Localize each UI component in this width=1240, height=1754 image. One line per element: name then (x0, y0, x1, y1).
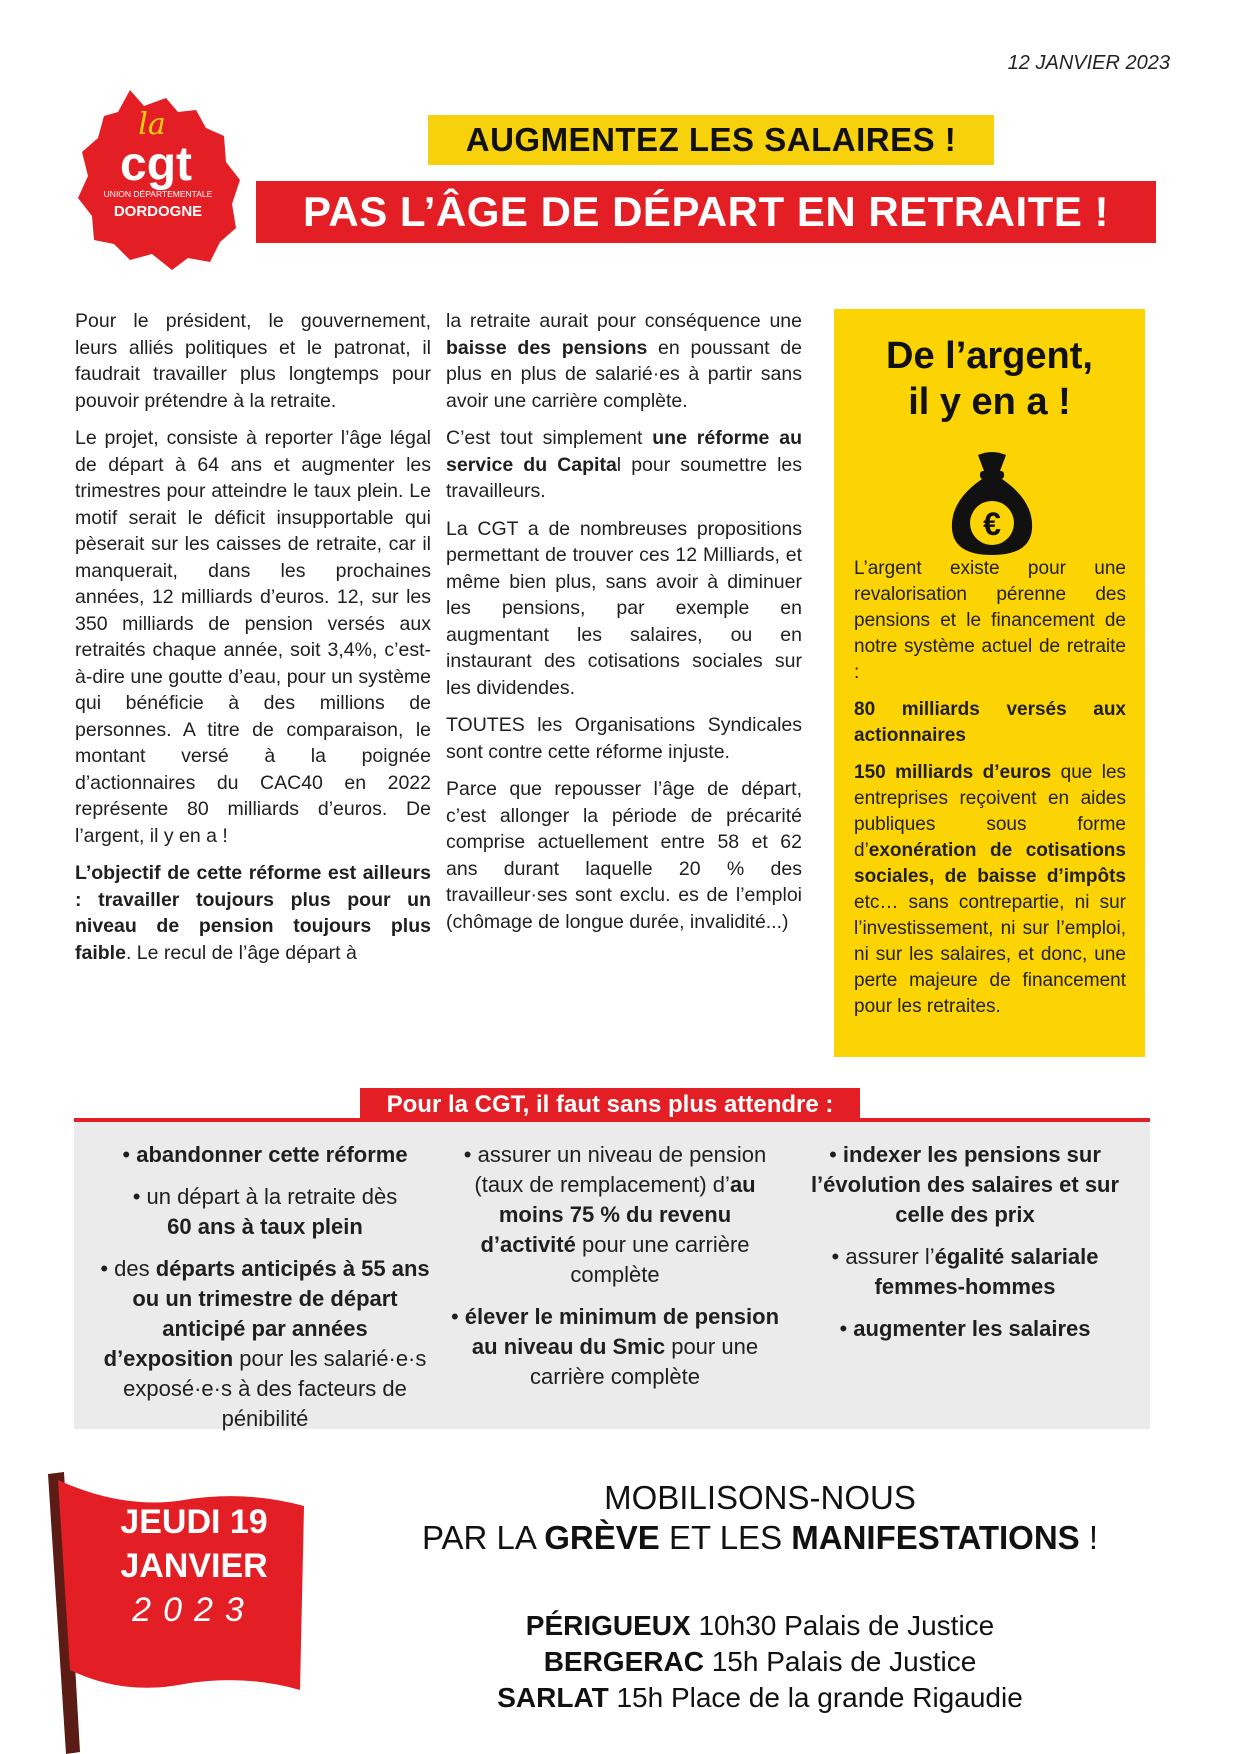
demand-item (96, 1182, 434, 1242)
headline-raise-wages: AUGMENTEZ LES SALAIRES ! (428, 115, 994, 165)
logo-cgt-text: cgt (120, 138, 192, 191)
demand-item (96, 1254, 434, 1434)
sidebar-paragraph (854, 697, 1126, 749)
bullet-icon: • (132, 1184, 141, 1209)
demand-item (800, 1242, 1130, 1302)
emphasis-text: une réforme au service du Capita (446, 427, 803, 476)
sidebar-title-line: il y en a ! (908, 381, 1071, 423)
rally-detail: 10h30 Palais de Justice (690, 1610, 995, 1641)
emphasis-text: augmenter les salaires (853, 1316, 1091, 1341)
logo-la-text: la (138, 107, 166, 142)
headline-retirement-age: PAS L’ÂGE DE DÉPART EN RETRAITE ! (256, 181, 1156, 243)
emphasis-text: 80 milliards versés aux actionnaires (854, 699, 1126, 746)
emphasis-text: 60 ans à taux plein (167, 1214, 363, 1239)
sidebar-text-span: etc… sans contrepartie, ni sur l’investissement, ni sur l’emploi, ni sur les salaires, et donc, une perte majeure de financement pour les retraites. (854, 892, 1126, 1017)
demand-item (450, 1140, 780, 1290)
sidebar-paragraph (854, 760, 1126, 1020)
demand-text: pour une carrière complète (570, 1232, 750, 1287)
emphasis-text: GRÈVE (544, 1519, 660, 1556)
emphasis-text: baisse des pensions (446, 336, 648, 359)
sidebar-title (834, 333, 1145, 425)
sidebar-title-line: De l’argent, (886, 335, 1093, 377)
demand-item (96, 1140, 434, 1170)
article-text: C’est tout simplement (446, 427, 653, 449)
article-paragraph: Pour le président, le gouvernement, leurs alliés politiques et le patronat, il faudrait travailler plus longtemps pour pouvoir prétendre à la retraite. (75, 310, 431, 412)
event-date-year: 2023 (132, 1591, 256, 1629)
rally-locations (380, 1608, 1140, 1716)
emphasis-text: élever le minimum de pension au niveau du Smic (464, 1304, 780, 1359)
demand-text: pour une carrière complète (530, 1334, 759, 1389)
bullet-icon: • (122, 1142, 131, 1167)
demand-item (450, 1302, 780, 1392)
demand-text: pour les salarié·e·s exposé·e·s à des facteurs de pénibilité (123, 1346, 427, 1431)
event-date-day: JEUDI 19 (120, 1503, 268, 1541)
mobilize-text: ET LES (659, 1519, 792, 1556)
mobilize-call (380, 1478, 1140, 1558)
emphasis-text: égalité salariale femmes-hommes (874, 1244, 1099, 1299)
emphasis-text: au moins 75 % du revenu d’activité (480, 1172, 756, 1257)
demands-header: Pour la CGT, il faut sans plus attendre : (360, 1088, 860, 1122)
article-text: . Le recul de l’âge départ à (125, 941, 357, 964)
demands-column-3 (800, 1140, 1130, 1356)
mobilize-line: MOBILISONS-NOUS (604, 1479, 916, 1516)
rally-detail: 15h Place de la grande Rigaudie (608, 1682, 1023, 1713)
euro-symbol: € (983, 506, 1001, 542)
article-text: l pour soumettre les travailleurs. (446, 453, 803, 502)
demand-text: des (114, 1256, 156, 1281)
event-date (94, 1500, 294, 1632)
article-paragraph: Parce que repousser l’âge de départ, c’est allonger la période de précarité comprise actuellement entre 58 et 62 ans durant laquelle 20 % des travailleur·ses sont exclu. es de l’emploi (chômage de longue durée, invalidité...) (446, 778, 802, 933)
rally-location (380, 1644, 1140, 1680)
money-bag-euro-icon (944, 449, 1040, 559)
bullet-icon: • (829, 1142, 837, 1167)
mobilize-text: PAR LA (421, 1519, 545, 1556)
article-paragraph (446, 308, 802, 414)
article-paragraph (446, 425, 802, 505)
emphasis-text: L’objectif de cette réforme est ailleurs : travailler toujours plus pour un niveau de pension toujours plus faible (75, 862, 431, 964)
rally-location (380, 1608, 1140, 1644)
emphasis-text: MANIFESTATIONS (791, 1519, 1080, 1556)
article-paragraph: Le projet, consiste à reporter l’âge légal de départ à 64 ans et augmenter les trimestres pour atteindre le taux plein. Le motif serait le déficit insupportable qui pèserait sur les caisses de retraite, car il manquerait, dans les prochaines années, 12 milliards d’euros. 12, sur les 350 milliards de pension versés aux retraités chaque année, soit 3,4%, c’est-à-dire une goutte d’eau, pour un système qui bénéficie à des millions de personnes. A titre de comparaison, le montant versé à la poignée d’actionnaires du CAC40 en 2022 représente 80 milliards d’euros. De l’argent, il y en a ! (75, 427, 431, 847)
city-name: PÉRIGUEUX (525, 1610, 691, 1641)
demand-text: assurer un niveau de pension (taux de remplacement) d’ (474, 1142, 767, 1197)
sidebar-paragraph: L’argent existe pour une revalorisation pérenne des pensions et le financement de notre système actuel de retraite : (854, 558, 1126, 683)
bullet-icon: • (831, 1244, 840, 1269)
money-sidebar (834, 309, 1145, 1057)
demands-column-1 (96, 1140, 434, 1446)
article-paragraph (75, 860, 431, 966)
emphasis-text: indexer les pensions sur l’évolution des salaires et sur celle des prix (810, 1142, 1120, 1227)
demand-text: assurer l’ (845, 1244, 935, 1269)
demand-item (800, 1140, 1130, 1230)
mobilize-line (380, 1518, 1140, 1558)
article-column-1 (75, 308, 431, 977)
emphasis-text: abandonner cette réforme (136, 1142, 408, 1167)
city-name: SARLAT (497, 1682, 609, 1713)
article-paragraph: La CGT a de nombreuses propositions permettant de trouver ces 12 Milliards, et même bien plus, sans avoir à diminuer les pensions, par exemple en augmentant les salaires, ou en instaurant des cotisations sociales sur les dividendes. (446, 517, 802, 699)
article-text: en poussant de plus en plus de salarié·es à partir sans avoir une carrière complète. (446, 336, 803, 412)
city-name: BERGERAC (543, 1646, 704, 1677)
bullet-icon: • (839, 1316, 848, 1341)
logo-union-text: UNION DÉPARTEMENTALE (103, 189, 213, 199)
publication-date: 12 JANVIER 2023 (1007, 52, 1170, 74)
demand-text: un départ à la retraite dès (146, 1184, 398, 1209)
article-paragraph: TOUTES les Organisations Syndicales sont contre cette réforme injuste. (446, 714, 802, 763)
demands-column-2 (450, 1140, 780, 1404)
emphasis-text: exonération de cotisations sociales, de baisse d’impôts (854, 840, 1126, 887)
bullet-icon: • (450, 1304, 459, 1329)
article-text: la retraite aurait pour conséquence une (446, 310, 802, 332)
sidebar-text-span: que les entreprises reçoivent en aides publiques sous forme d’ (854, 762, 1127, 861)
demand-item (800, 1314, 1130, 1344)
event-date-month: JANVIER (120, 1547, 268, 1585)
emphasis-text: départs anticipés à 55 ans ou un trimestre de départ anticipé par années d’exposition (103, 1256, 430, 1371)
article-column-2 (446, 308, 802, 946)
bullet-icon: • (100, 1256, 109, 1281)
emphasis-text: 150 milliards d’euros (854, 762, 1052, 783)
cgt-dordogne-logo (74, 82, 244, 272)
rally-location (380, 1680, 1140, 1716)
sidebar-text (854, 556, 1126, 1031)
rally-detail: 15h Palais de Justice (703, 1646, 977, 1677)
mobilize-text: ! (1079, 1519, 1099, 1556)
bullet-icon: • (463, 1142, 472, 1167)
logo-dordogne-text: DORDOGNE (113, 203, 203, 220)
